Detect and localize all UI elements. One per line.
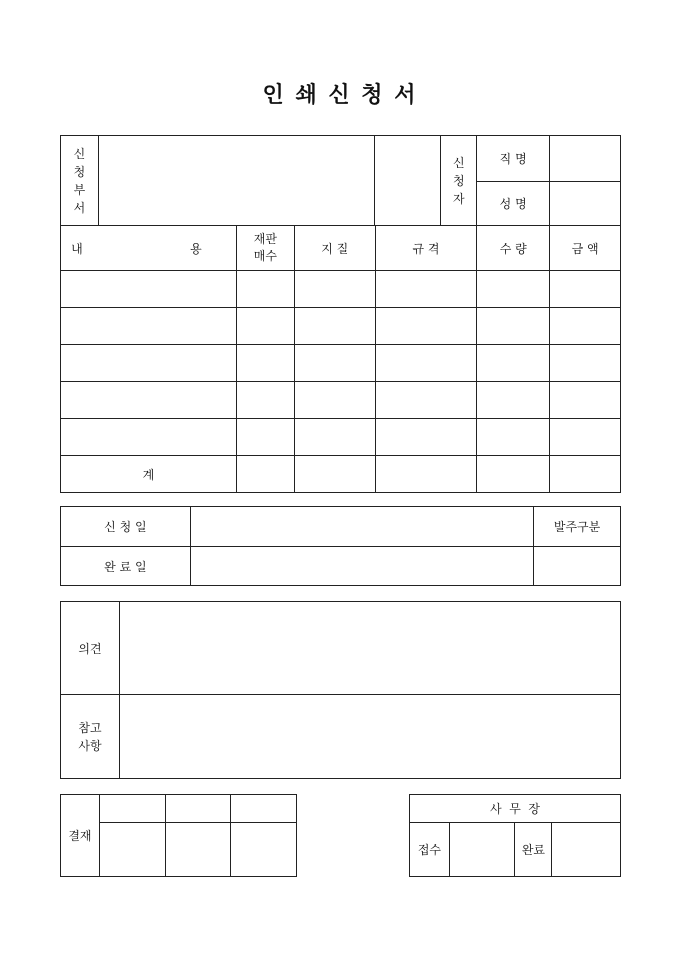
table-row bbox=[61, 308, 621, 345]
cell[interactable] bbox=[477, 345, 550, 382]
reference-label-line: 참고 bbox=[78, 720, 102, 735]
complete-date-label: 완 료 일 bbox=[61, 547, 191, 586]
cell[interactable] bbox=[61, 382, 237, 419]
col-content: 내 용 bbox=[61, 226, 237, 271]
total-row bbox=[61, 456, 621, 493]
applicant-label-line: 청 bbox=[452, 173, 465, 188]
cell[interactable] bbox=[375, 419, 477, 456]
done-field[interactable] bbox=[552, 823, 621, 877]
items-table bbox=[60, 225, 621, 493]
cell[interactable] bbox=[477, 271, 550, 308]
cell[interactable] bbox=[550, 419, 621, 456]
approval-sign-cell[interactable] bbox=[99, 823, 165, 877]
cell[interactable] bbox=[61, 271, 237, 308]
cell[interactable] bbox=[294, 419, 375, 456]
table-row bbox=[61, 419, 621, 456]
applicant-block bbox=[375, 136, 441, 226]
table-row bbox=[61, 271, 621, 308]
office-title: 사 무 장 bbox=[410, 795, 621, 823]
dept-label-line: 신 bbox=[73, 146, 86, 161]
request-date-label: 신 청 일 bbox=[61, 507, 191, 547]
dept-label bbox=[61, 136, 99, 226]
receipt-field[interactable] bbox=[449, 823, 515, 877]
col-plates-line: 매수 bbox=[253, 249, 277, 263]
approval-title-cell[interactable] bbox=[231, 795, 297, 823]
col-spec: 규 격 bbox=[375, 226, 477, 271]
approval-title-cell[interactable] bbox=[99, 795, 165, 823]
page-title: 인 쇄 신 청 서 bbox=[262, 82, 418, 108]
approval-sign-cell[interactable] bbox=[165, 823, 231, 877]
name-label: 성 명 bbox=[477, 182, 550, 226]
table-row bbox=[61, 382, 621, 419]
cell[interactable] bbox=[477, 308, 550, 345]
cell[interactable] bbox=[61, 308, 237, 345]
cell[interactable] bbox=[236, 271, 294, 308]
position-field[interactable] bbox=[550, 136, 621, 182]
total-label: 계 bbox=[61, 456, 237, 493]
cell[interactable] bbox=[294, 456, 375, 493]
dept-label-line: 서 bbox=[73, 200, 86, 215]
position-label: 직 명 bbox=[477, 136, 550, 182]
cell[interactable] bbox=[477, 456, 550, 493]
col-paper: 지 질 bbox=[294, 226, 375, 271]
receipt-label: 접수 bbox=[410, 823, 450, 877]
cell[interactable] bbox=[375, 271, 477, 308]
reference-label bbox=[61, 695, 120, 779]
name-field[interactable] bbox=[550, 182, 621, 226]
applicant-label bbox=[441, 136, 477, 226]
office-table bbox=[409, 794, 621, 877]
cell[interactable] bbox=[294, 382, 375, 419]
order-type-label: 발주구분 bbox=[534, 507, 621, 547]
dept-label-line: 청 bbox=[73, 164, 86, 179]
cell[interactable] bbox=[550, 345, 621, 382]
col-plates-line: 재판 bbox=[253, 232, 277, 246]
cell[interactable] bbox=[61, 345, 237, 382]
cell[interactable] bbox=[294, 308, 375, 345]
done-label: 완료 bbox=[515, 823, 552, 877]
applicant-label-line: 자 bbox=[452, 191, 465, 206]
applicant-label-line: 신 bbox=[452, 155, 465, 170]
cell[interactable] bbox=[236, 345, 294, 382]
cell[interactable] bbox=[294, 345, 375, 382]
cell[interactable] bbox=[550, 382, 621, 419]
cell[interactable] bbox=[550, 456, 621, 493]
cell[interactable] bbox=[477, 419, 550, 456]
dept-label-line: 부 bbox=[73, 182, 86, 197]
col-qty: 수 량 bbox=[477, 226, 550, 271]
cell[interactable] bbox=[375, 308, 477, 345]
cell[interactable] bbox=[550, 271, 621, 308]
request-table bbox=[60, 135, 621, 226]
col-plates bbox=[236, 226, 294, 271]
order-type-field[interactable] bbox=[534, 547, 621, 586]
opinion-field[interactable] bbox=[119, 602, 620, 695]
dates-table bbox=[60, 506, 621, 586]
cell[interactable] bbox=[477, 382, 550, 419]
request-date-field[interactable] bbox=[190, 507, 533, 547]
cell[interactable] bbox=[236, 382, 294, 419]
opinion-label: 의견 bbox=[61, 602, 120, 695]
cell[interactable] bbox=[236, 308, 294, 345]
notes-table bbox=[60, 601, 621, 779]
complete-date-field[interactable] bbox=[190, 547, 533, 586]
reference-field[interactable] bbox=[119, 695, 620, 779]
cell[interactable] bbox=[550, 308, 621, 345]
approval-table bbox=[60, 794, 297, 877]
table-row bbox=[61, 345, 621, 382]
reference-label-line: 사항 bbox=[78, 738, 102, 753]
cell[interactable] bbox=[375, 345, 477, 382]
approval-label: 결재 bbox=[61, 795, 100, 877]
cell[interactable] bbox=[61, 419, 237, 456]
approval-sign-cell[interactable] bbox=[231, 823, 297, 877]
approval-title-cell[interactable] bbox=[165, 795, 231, 823]
dept-field[interactable] bbox=[98, 136, 374, 226]
col-amount: 금 액 bbox=[550, 226, 621, 271]
cell[interactable] bbox=[375, 382, 477, 419]
cell[interactable] bbox=[236, 419, 294, 456]
cell[interactable] bbox=[294, 271, 375, 308]
cell[interactable] bbox=[236, 456, 294, 493]
cell[interactable] bbox=[375, 456, 477, 493]
